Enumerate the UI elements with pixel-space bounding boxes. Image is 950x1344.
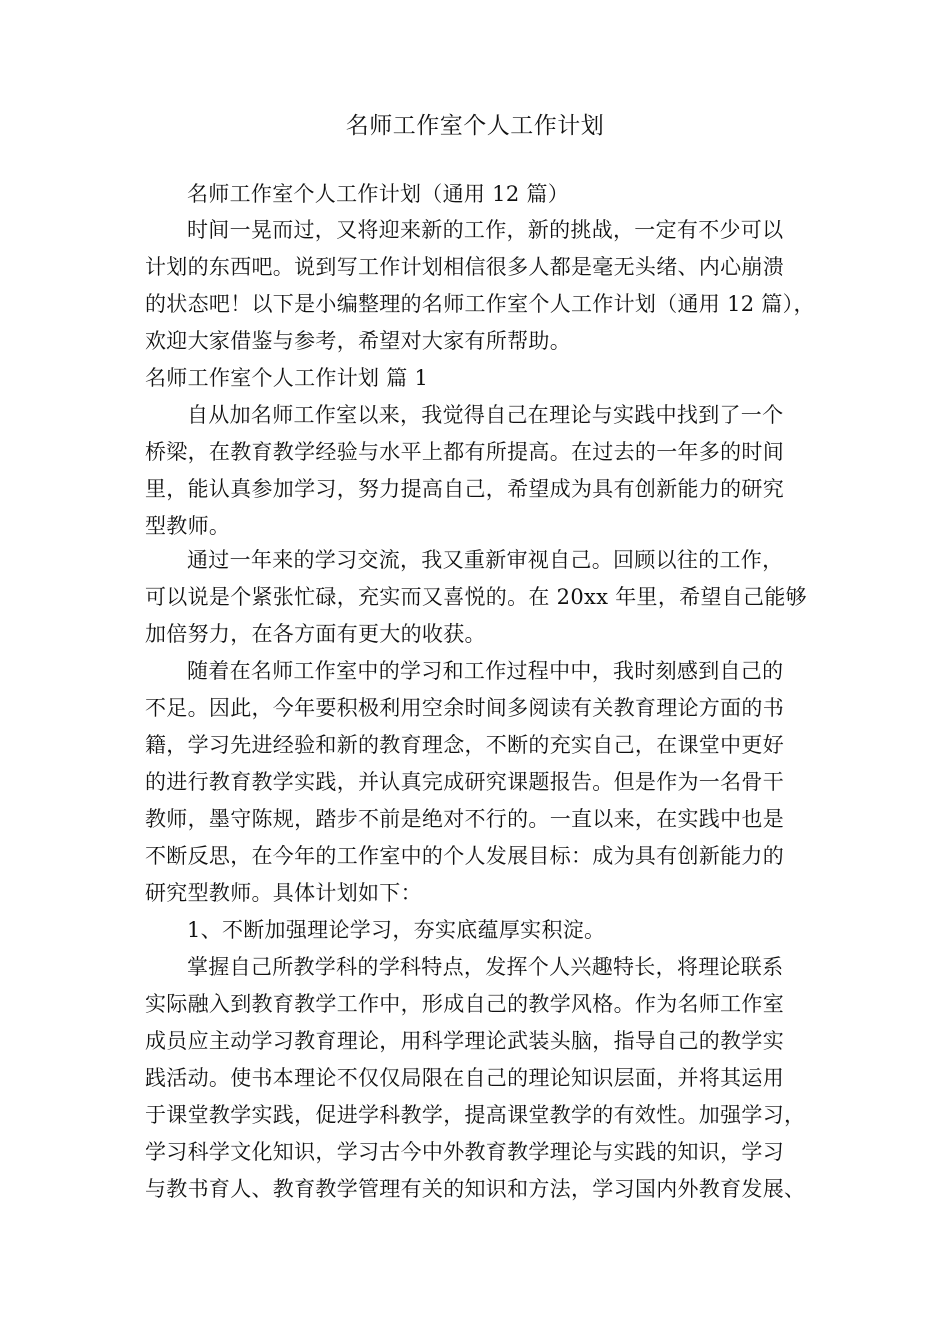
intro-line: 的状态吧！以下是小编整理的名师工作室个人工作计划（通用 12 篇）， [145, 292, 815, 316]
list-item: 1、不断加强理论学习，夯实底蕴厚实积淀。 [187, 918, 606, 942]
paragraph-line: 教师，墨守陈规，踏步不前是绝对不行的。一直以来，在实践中也是 [145, 807, 784, 831]
paragraph-line: 籍，学习先进经验和新的教育理念，不断的充实自己，在课堂中更好 [145, 733, 784, 757]
paragraph-line: 通过一年来的学习交流，我又重新审视自己。回顾以往的工作， [187, 548, 784, 572]
paragraph-line: 自从加名师工作室以来，我觉得自己在理论与实践中找到了一个 [187, 403, 784, 427]
paragraph-line: 型教师。 [145, 514, 231, 538]
paragraph-line: 加倍努力，在各方面有更大的收获。 [145, 622, 486, 646]
intro-line: 计划的东西吧。说到写工作计划相信很多人都是毫无头绪、内心崩溃 [145, 255, 784, 279]
document-subtitle: 名师工作室个人工作计划（通用 12 篇） [187, 182, 570, 206]
paragraph-line: 里，能认真参加学习，努力提高自己，希望成为具有创新能力的研究 [145, 477, 784, 501]
intro-line: 时间一晃而过，又将迎来新的工作，新的挑战，一定有不少可以 [187, 218, 784, 242]
paragraph-line: 实际融入到教育教学工作中，形成自己的教学风格。作为名师工作室 [145, 992, 784, 1016]
paragraph-line: 与教书育人、教育教学管理有关的知识和方法，学习国内外教育发展、 [145, 1177, 806, 1201]
paragraph-line: 于课堂教学实践，促进学科教学，提高课堂教学的有效性。加强学习， [145, 1103, 806, 1127]
intro-line: 欢迎大家借鉴与参考，希望对大家有所帮助。 [145, 329, 571, 353]
paragraph-line: 不足。因此，今年要积极利用空余时间多阅读有关教育理论方面的书 [145, 696, 784, 720]
paragraph-line: 桥梁，在教育教学经验与水平上都有所提高。在过去的一年多的时间 [145, 440, 784, 464]
paragraph-line: 践活动。使书本理论不仅仅局限在自己的理论知识层面，并将其运用 [145, 1066, 784, 1090]
paragraph-line: 掌握自己所教学科的学科特点，发挥个人兴趣特长，将理论联系 [187, 955, 784, 979]
paragraph-line: 不断反思，在今年的工作室中的个人发展目标：成为具有创新能力的 [145, 844, 784, 868]
paragraph-line: 成员应主动学习教育理论，用科学理论武装头脑，指导自己的教学实 [145, 1029, 784, 1053]
section-heading: 名师工作室个人工作计划 篇 1 [145, 366, 429, 390]
paragraph-line: 随着在名师工作室中的学习和工作过程中中，我时刻感到自己的 [187, 659, 784, 683]
paragraph-line: 的进行教育教学实践，并认真完成研究课题报告。但是作为一名骨干 [145, 770, 784, 794]
paragraph-line: 可以说是个紧张忙碌，充实而又喜悦的。在 20xx 年里，希望自己能够 [145, 585, 807, 609]
paragraph-line: 学习科学文化知识，学习古今中外教育教学理论与实践的知识，学习 [145, 1140, 784, 1164]
paragraph-line: 研究型教师。具体计划如下： [145, 881, 422, 905]
document-title: 名师工作室个人工作计划 [345, 113, 605, 139]
